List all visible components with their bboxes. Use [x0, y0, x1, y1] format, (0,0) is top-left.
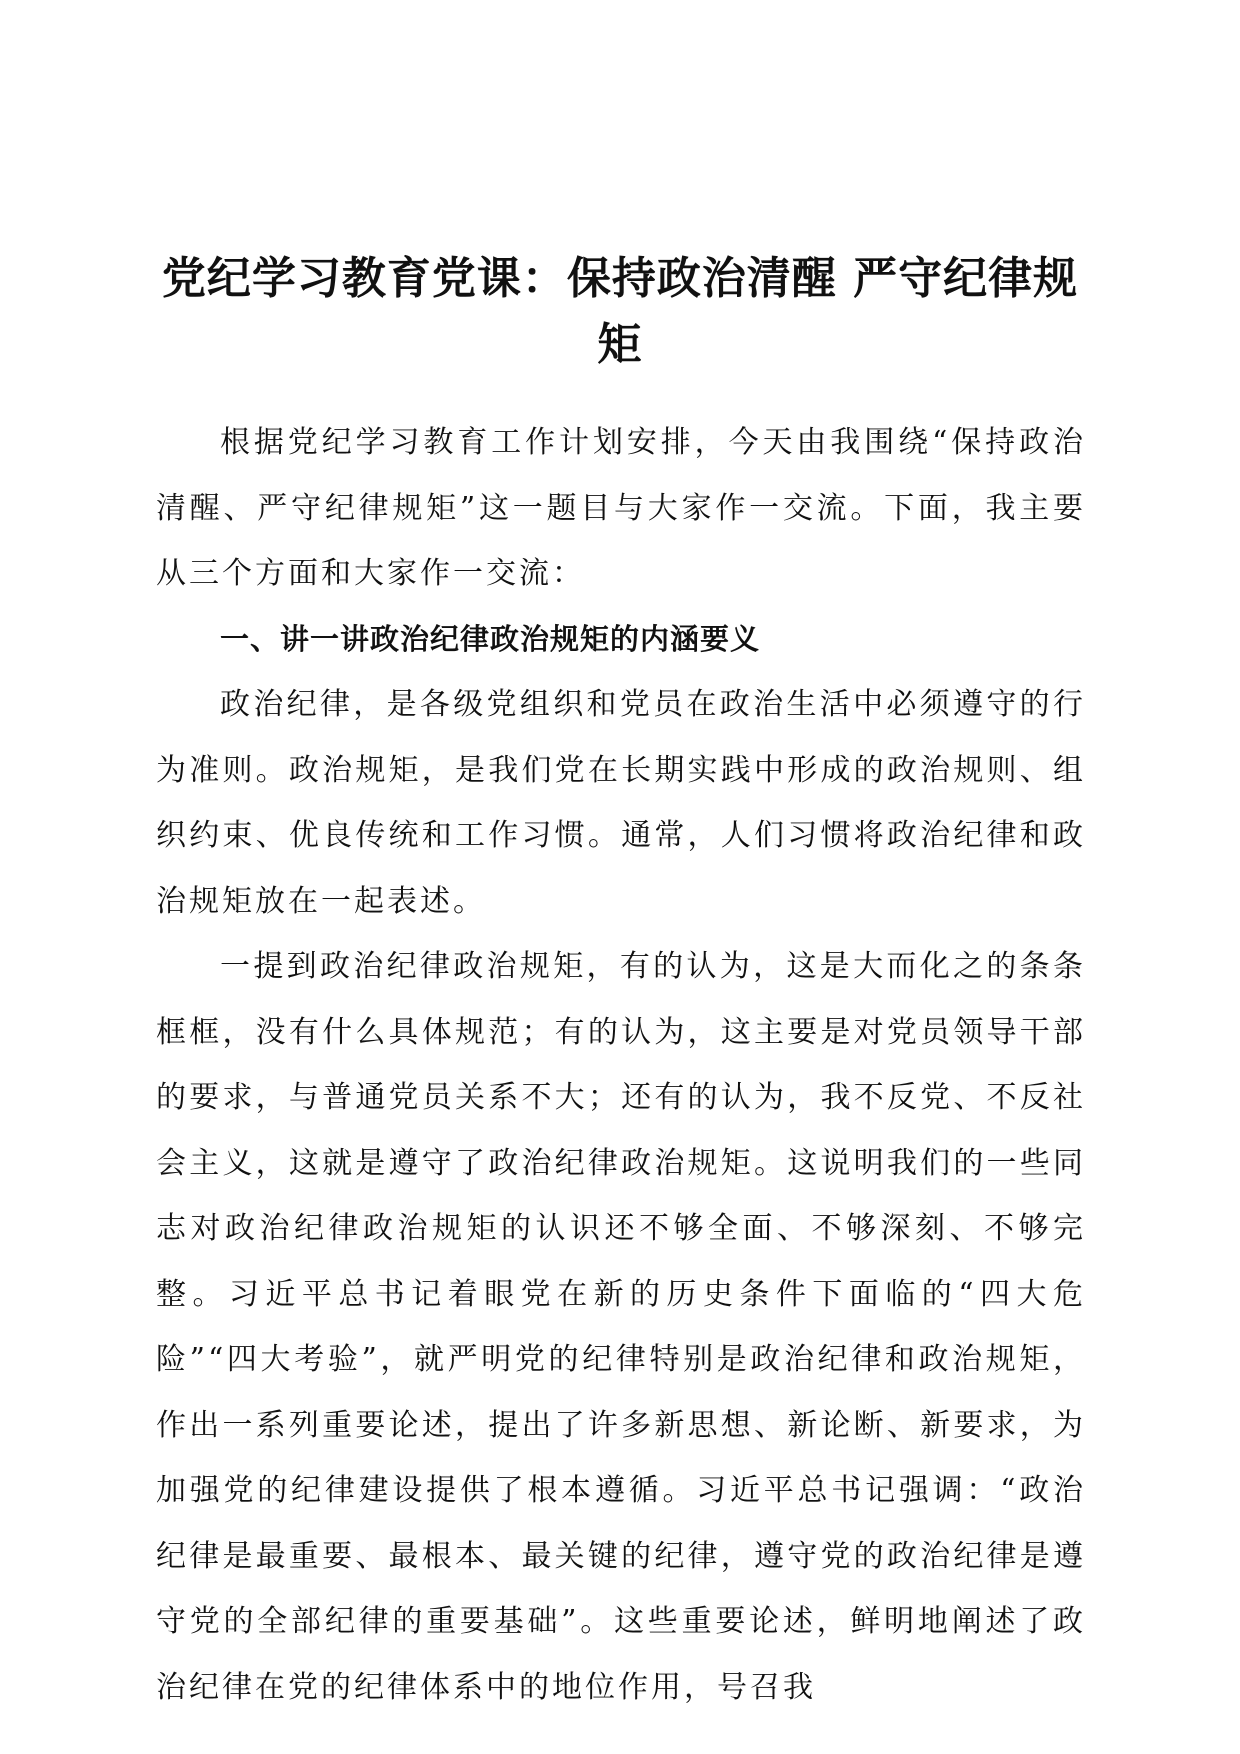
- body-paragraph-definition: 政治纪律，是各级党组织和党员在政治生活中必须遵守的行为准则。政治规矩，是我们党在长期实践中形成的政治规则、组织约束、优良传统和工作习惯。通常，人们习惯将政治纪律和政治规矩放在一起表述。: [156, 687, 1086, 919]
- body-paragraph-intro: 根据党纪学习教育工作计划安排，今天由我围绕“保持政治清醒、严守纪律规矩”这一题目与大家作一交流。下面，我主要从三个方面和大家作一交流：: [156, 425, 1086, 591]
- document-title: 党纪学习教育党课：保持政治清醒 严守纪律规矩: [161, 253, 1079, 370]
- document-body: [156, 410, 1086, 1720]
- body-paragraph-discussion: 一提到政治纪律政治规矩，有的认为，这是大而化之的条条框框，没有什么具体规范；有的认为，这主要是对党员领导干部的要求，与普通党员关系不大；还有的认为，我不反党、不反社会主义，这就是遵守了政治纪律政治规矩。这说明我们的一些同志对政治纪律政治规矩的认识还不够全面、不够深刻、不够完整。习近平总书记着眼党在新的历史条件下面临的“四大危险”“四大考验”，就严明党的纪律特别是政治纪律和政治规矩，作出一系列重要论述，提出了许多新思想、新论断、新要求，为加强党的纪律建设提供了根本遵循。习近平总书记强调：“政治纪律是最重要、最根本、最关键的纪律，遵守党的政治纪律是遵守党的全部纪律的重要基础”。这些重要论述，鲜明地阐述了政治纪律在党的纪律体系中的地位作用，号召我: [156, 949, 1086, 1705]
- section-heading-1: 一、讲一讲政治纪律政治规矩的内涵要义: [220, 621, 761, 656]
